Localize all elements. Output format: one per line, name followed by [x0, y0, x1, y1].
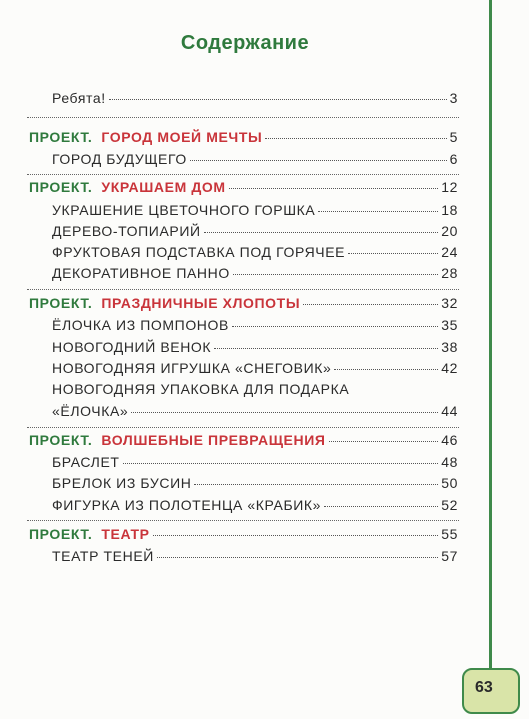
toc-entry[interactable]: [52, 547, 458, 565]
project-prefix: ПРОЕКТ.: [29, 432, 93, 448]
section-separator: [27, 117, 459, 118]
leader-dots: [303, 304, 438, 305]
toc-entry-page: 18: [441, 202, 458, 218]
toc-entry-label: ДЕКОРАТИВНОЕ ПАННО: [52, 265, 230, 281]
toc-entry-label: ГОРОД БУДУЩЕГО: [52, 151, 187, 167]
toc-project-5[interactable]: [29, 525, 458, 543]
toc-entry-intro[interactable]: [52, 89, 458, 107]
toc-entry-page: 46: [441, 432, 458, 448]
leader-dots: [157, 557, 438, 558]
project-name: ТЕАТР: [101, 526, 150, 542]
leader-dots: [109, 99, 447, 100]
toc-entry-label: БРАСЛЕТ: [52, 454, 120, 470]
toc-entry-label: ФИГУРКА ИЗ ПОЛОТЕНЦА «КРАБИК»: [52, 497, 322, 513]
toc-entry[interactable]: [52, 150, 458, 168]
section-separator: [27, 520, 459, 521]
toc-entry-label: ТЕАТР ТЕНЕЙ: [52, 548, 154, 564]
leader-dots: [233, 274, 438, 275]
toc-entry-page: 20: [441, 223, 458, 239]
toc-entry-label: НОВОГОДНИЙ ВЕНОК: [52, 339, 212, 355]
toc-entry-page: 44: [441, 403, 458, 419]
toc-entry-label: ЁЛОЧКА ИЗ ПОМПОНОВ: [52, 317, 229, 333]
leader-dots: [204, 232, 439, 233]
toc-entry-label: БРЕЛОК ИЗ БУСИН: [52, 475, 192, 491]
project-name: ПРАЗДНИЧНЫЕ ХЛОПОТЫ: [101, 295, 301, 311]
toc-entry-label: Ребята!: [52, 90, 106, 106]
toc-entry-page: 50: [441, 475, 458, 491]
toc-entry[interactable]: [52, 243, 458, 261]
toc-entry-first-line[interactable]: [52, 380, 458, 398]
toc-entry[interactable]: [52, 201, 458, 219]
leader-dots: [214, 348, 438, 349]
toc-entry-label: ФРУКТОВАЯ ПОДСТАВКА ПОД ГОРЯЧЕЕ: [52, 244, 346, 260]
toc-entry-label: НОВОГОДНЯЯ УПАКОВКА ДЛЯ ПОДАРКА: [52, 381, 350, 397]
project-name: ВОЛШЕБНЫЕ ПРЕВРАЩЕНИЯ: [101, 432, 326, 448]
toc-entry-page: 35: [441, 317, 458, 333]
section-separator: [27, 289, 459, 290]
project-prefix: ПРОЕКТ.: [29, 295, 93, 311]
toc-entry-label-cont: «ЁЛОЧКА»: [52, 403, 129, 419]
toc-entry-page: 57: [441, 548, 458, 564]
leader-dots: [232, 326, 438, 327]
leader-dots: [265, 138, 446, 139]
leader-dots: [334, 369, 438, 370]
leader-dots: [194, 484, 438, 485]
leader-dots: [123, 463, 439, 464]
toc-entry[interactable]: [52, 453, 458, 471]
project-name: УКРАШАЕМ ДОМ: [101, 179, 226, 195]
toc-entry-page: 38: [441, 339, 458, 355]
leader-dots: [190, 160, 447, 161]
toc-entry[interactable]: [52, 338, 458, 356]
project-name: ГОРОД МОЕЙ МЕЧТЫ: [101, 129, 263, 145]
toc-project-4[interactable]: [29, 431, 458, 449]
page-number: 63: [475, 679, 493, 696]
toc-project-3[interactable]: [29, 294, 458, 312]
leader-dots: [348, 253, 438, 254]
leader-dots: [324, 506, 438, 507]
project-prefix: ПРОЕКТ.: [29, 129, 93, 145]
toc-entry-page: 3: [449, 90, 458, 106]
leader-dots: [131, 412, 438, 413]
toc-entry[interactable]: [52, 264, 458, 282]
page-edge-rule: [489, 0, 492, 672]
toc-project-1[interactable]: [29, 128, 458, 146]
toc-entry-label: ДЕРЕВО-ТОПИАРИЙ: [52, 223, 201, 239]
toc-entry-label: НОВОГОДНЯЯ ИГРУШКА «СНЕГОВИК»: [52, 360, 332, 376]
leader-dots: [318, 211, 438, 212]
toc-entry-page: 32: [441, 295, 458, 311]
toc-entry[interactable]: [52, 359, 458, 377]
leader-dots: [153, 535, 439, 536]
leader-dots: [329, 441, 439, 442]
toc-entry[interactable]: [52, 316, 458, 334]
toc-entry-page: 55: [441, 526, 458, 542]
toc-entry-page: 12: [441, 179, 458, 195]
section-separator: [27, 174, 459, 175]
section-separator: [27, 427, 459, 428]
toc-entry[interactable]: [52, 474, 458, 492]
page-number-tab: [462, 668, 520, 714]
page-title: Содержание: [180, 32, 310, 54]
toc-entry[interactable]: [52, 496, 458, 514]
toc-entry-page: 28: [441, 265, 458, 281]
toc-entry-page: 6: [449, 151, 458, 167]
project-prefix: ПРОЕКТ.: [29, 179, 93, 195]
toc-project-2[interactable]: [29, 178, 458, 196]
toc-entry-page: 5: [449, 129, 458, 145]
leader-dots: [229, 188, 439, 189]
toc-entry-label: УКРАШЕНИЕ ЦВЕТОЧНОГО ГОРШКА: [52, 202, 316, 218]
toc-entry-page: 42: [441, 360, 458, 376]
project-prefix: ПРОЕКТ.: [29, 526, 93, 542]
toc-entry[interactable]: [52, 222, 458, 240]
toc-entry-page: 48: [441, 454, 458, 470]
toc-entry-page: 24: [441, 244, 458, 260]
toc-entry[interactable]: [52, 402, 458, 420]
toc-entry-page: 52: [441, 497, 458, 513]
